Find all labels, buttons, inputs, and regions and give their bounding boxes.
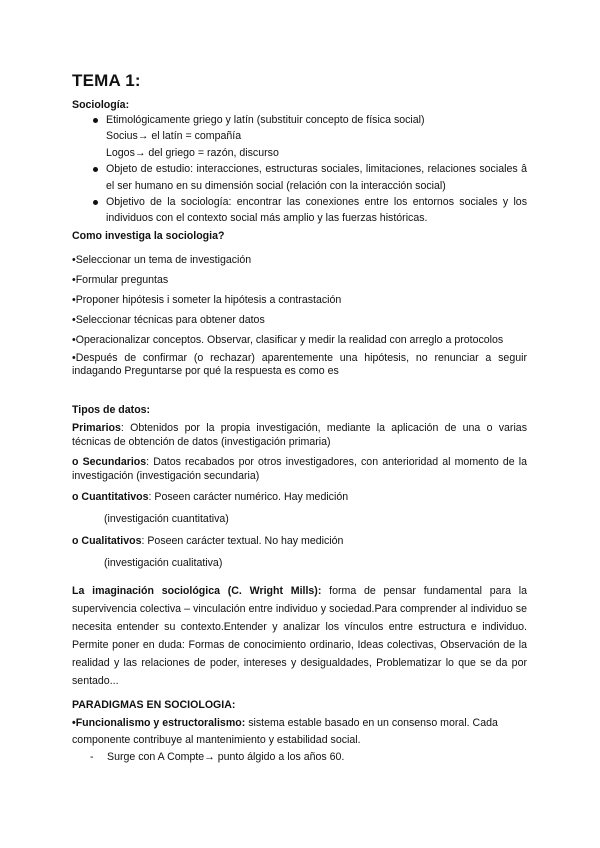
imaginacion-label: La imaginación sociológica (C. Wright Mills):	[72, 585, 322, 597]
cualitativos-paragraph	[72, 533, 527, 549]
list-item: •Seleccionar un tema de investigación	[72, 254, 252, 266]
bullet-item	[72, 194, 527, 227]
dash-marker: -	[90, 751, 94, 763]
primarios-text: : Obtenidos por la propia investigación, mediante la aplicación de una o varias técnicas de obtención de datos (investigación primaria)	[72, 422, 527, 448]
bullet-subline: Logos→ del griego = razón, discurso	[106, 146, 279, 159]
list-item: •Formular preguntas	[72, 274, 169, 286]
bullet-item	[72, 112, 527, 161]
funcionalismo-label: •Funcionalismo y estructoralismo:	[72, 717, 246, 729]
datos-heading: Tipos de datos:	[72, 404, 151, 416]
cualitativos-text: : Poseen carácter textual. No hay medición	[141, 535, 344, 547]
secundarios-text: : Datos recabados por otros investigadores, con anterioridad al momento de la investigación (investigación secundaria)	[72, 456, 528, 482]
cuantitativos-text: : Poseen carácter numérico. Hay medición	[148, 491, 349, 503]
paradigmas-heading: PARADIGMAS EN SOCIOLOGIA:	[72, 699, 236, 711]
bullet-icon	[72, 161, 106, 194]
primarios-label: Primarios	[72, 422, 121, 434]
bullet-icon	[72, 112, 106, 161]
funcionalismo-text: sistema estable basado en un consenso moral. Cada componente contribuye al mantenimiento y estabilidad social.	[72, 717, 498, 746]
imaginacion-paragraph	[72, 582, 527, 690]
bullet-text: Etimológicamente griego y latín (substituir concepto de física social)	[106, 114, 425, 126]
primarios-paragraph	[72, 421, 527, 449]
cualitativos-subline: (investigación cualitativa)	[104, 557, 223, 569]
list-item: •Después de confirmar (o rechazar) aparentemente una hipótesis, no renunciar a seguir indagando Preguntarse por qué la respuesta es como es	[72, 352, 527, 377]
secundarios-label: o Secundarios	[72, 456, 147, 468]
cuantitativos-paragraph	[72, 489, 527, 505]
sociologia-heading: Sociología:	[72, 99, 130, 111]
bullet-text: Objeto de estudio: interacciones, estructuras sociales, limitaciones, relaciones sociales â el ser humano en su dimensión social (relación con la interacción social)	[106, 163, 527, 192]
imaginacion-text: forma de pensar fundamental para la supervivencia colectiva – vinculación entre individuo y sociedad.Para comprender al individuo se necesita entender su contexto.Entender y analizar los vínculos entre estructura e individuo. Permite poner en duda: Formas de conocimiento ordinario, Ideas colectivas, Observación de la realidad y las relaciones de poder, intereses y desigualdades, Problematizar lo que se da por sentado...	[72, 585, 527, 687]
cualitativos-label: o Cualitativos	[72, 535, 142, 547]
cuantitativos-subline: (investigación cuantitativa)	[104, 513, 229, 525]
list-item: •Operacionalizar conceptos. Observar, clasificar y medir la realidad con arreglo a protocolos	[72, 334, 504, 346]
cuantitativos-label: o Cuantitativos	[72, 491, 149, 503]
list-item: •Proponer hipótesis i someter la hipótesis a contrastación	[72, 294, 342, 306]
bullet-item	[72, 161, 527, 194]
investiga-heading: Como investiga la sociologia?	[72, 230, 225, 242]
secundarios-paragraph	[72, 455, 527, 483]
page-title: TEMA 1:	[72, 71, 141, 90]
list-item: •Seleccionar técnicas para obtener datos	[72, 314, 265, 326]
bullet-subline: Socius→ el latín = compañía	[106, 130, 242, 143]
bullet-icon	[72, 194, 106, 227]
dash-text: Surge con A Compte→ punto álgido a los años 60.	[107, 751, 345, 763]
bullet-text: Objetivo de la sociología: encontrar las conexiones entre los entornos sociales y los individuos con el contexto social más amplio y las fuerzas históricas.	[106, 196, 527, 225]
funcionalismo-paragraph	[72, 715, 532, 749]
dash-item	[90, 749, 510, 765]
sociologia-bullet-list	[72, 112, 527, 227]
